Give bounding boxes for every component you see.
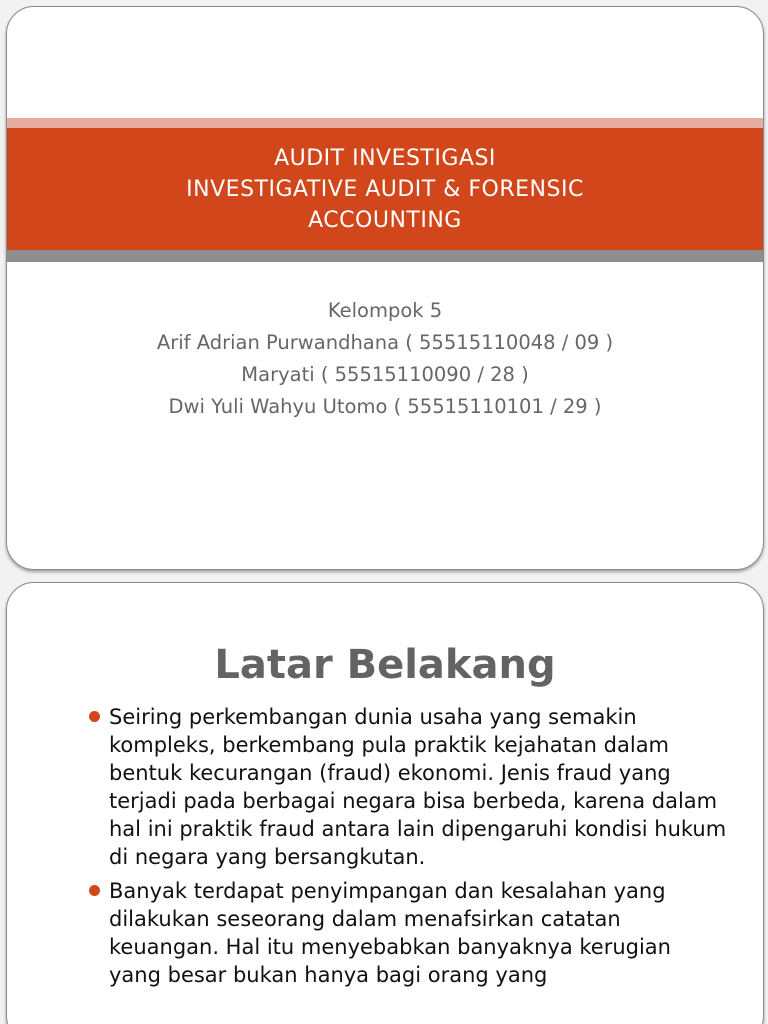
content-slide-title: Latar Belakang <box>214 642 556 688</box>
bullet-dot-icon <box>89 885 100 896</box>
title-band <box>7 128 763 250</box>
bullet-dot-icon <box>89 711 100 722</box>
title-band-top-stripe <box>7 118 763 128</box>
slide-title-line-1: AUDIT INVESTIGASI <box>274 145 496 171</box>
slide-subtitle <box>7 295 763 423</box>
group-label: Kelompok 5 <box>327 299 443 322</box>
slide-title-line-3: ACCOUNTING <box>308 207 462 233</box>
member-1: Arif Adrian Purwandhana ( 55515110048 / 09 ) <box>156 331 614 354</box>
title-slide <box>6 6 764 570</box>
bullet-text: Seiring perkembangan dunia usaha yang semakin kompleks, berkembang pula praktik kejahatan dalam bentuk kecurangan (fraud) ekonomi. Jenis fraud yang terjadi pada berbagai negara bisa berbeda, karena dalam hal ini praktik fraud antara lain dipengaruhi kondisi hukum di negara yang bersangkutan. <box>109 705 727 869</box>
member-3: Dwi Yuli Wahyu Utomo ( 55515110101 / 29 ) <box>168 395 602 418</box>
slide-title-line-2: INVESTIGATIVE AUDIT & FORENSIC <box>186 176 584 202</box>
title-band-bottom-stripe <box>7 250 763 262</box>
bullet-item <box>89 703 729 871</box>
bullet-item <box>89 877 729 989</box>
bullet-text: Banyak terdapat penyimpangan dan kesalahan yang dilakukan seseorang dalam menafsirkan catatan keuangan. Hal itu menyebabkan banyaknya kerugian yang besar bukan hanya bagi orang yang <box>109 879 671 987</box>
bullet-list <box>89 703 729 995</box>
content-slide <box>6 582 764 1024</box>
member-2: Maryati ( 55515110090 / 28 ) <box>241 363 529 386</box>
